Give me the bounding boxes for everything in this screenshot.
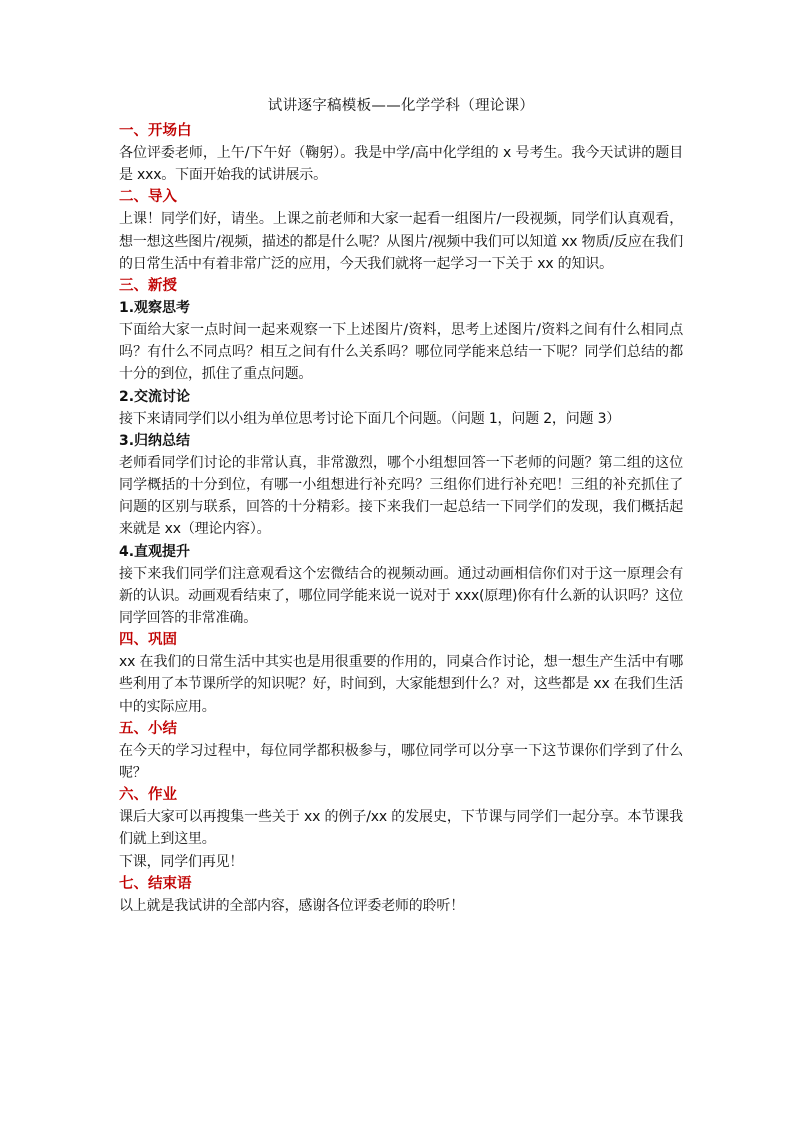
section-heading: 五、小结 xyxy=(119,720,177,737)
paragraph: 接下来我们同学们注意观看这个宏微结合的视频动画。通过动画相信你们对于这一原理会有新的认识。动画观看结束了，哪位同学能来说一说对于 xxx(原理)你有什么新的认识吗？这位同学回答的非常准确。 xyxy=(119,565,683,627)
sub-heading: 2.交流讨论 xyxy=(119,388,191,405)
paragraph: 下面给大家一点时间一起来观察一下上述图片/资料，思考上述图片/资料之间有什么相同点吗？有什么不同点吗？相互之间有什么关系吗？哪位同学能来总结一下呢？同学们总结的都十分的到位，抓住了重点问题。 xyxy=(119,322,683,383)
paragraph: 接下来请同学们以小组为单位思考讨论下面几个问题。（问题 1，问题 2，问题 3） xyxy=(119,410,621,427)
document-title: 试讲逐字稿模板——化学学科（理论课） xyxy=(267,98,535,114)
section-introduction xyxy=(119,186,683,275)
paragraph: xx 在我们的日常生活中其实也是用很重要的作用的，同桌合作讨论，想一想生产生活中有哪些利用了本节课所学的知识呢？好，时间到，大家能想到什么？对，这些都是 xx 在我们生活中的实际应用。 xyxy=(119,654,683,715)
section-heading: 一、开场白 xyxy=(119,123,192,139)
paragraph: 在今天的学习过程中，每位同学都积极参与，哪位同学可以分享一下这节课你们学到了什么呢？ xyxy=(119,742,683,782)
section-heading: 四、巩固 xyxy=(119,632,177,649)
section-heading: 二、导入 xyxy=(119,189,177,206)
document-page xyxy=(119,96,683,917)
paragraph: 老师看同学们讨论的非常认真，非常激烈，哪个小组想回答一下老师的问题？第二组的这位同学概括的十分到位，有哪一小组想进行补充吗？三组你们进行补充吧！三组的补充抓住了问题的区别与联系，回答的十分精彩。接下来我们一起总结一下同学们的发现，我们概括起来就是 xx（理论内容）。 xyxy=(119,454,683,538)
section-new-lesson xyxy=(119,275,683,629)
paragraph: 课后大家可以再搜集一些关于 xx 的例子/xx 的发展史，下节课与同学们一起分享。本节课我们就上到这里。 xyxy=(119,809,683,848)
section-heading: 六、作业 xyxy=(119,787,177,804)
section-closing xyxy=(119,873,683,917)
paragraph: 以上就是我试讲的全部内容，感谢各位评委老师的聆听！ xyxy=(119,897,464,914)
paragraph: 下课，同学们再见！ xyxy=(119,853,244,870)
section-heading: 三、新授 xyxy=(119,278,177,295)
sub-heading: 3.归纳总结 xyxy=(119,432,191,449)
section-heading: 七、结束语 xyxy=(119,875,192,892)
section-opening xyxy=(119,120,683,186)
paragraph: 上课！同学们好，请坐。上课之前老师和大家一起看一组图片/一段视频，同学们认真观看，想一想这些图片/视频，描述的都是什么呢？从图片/视频中我们可以知道 xx 物质/反应在我们的日常生活中有着非常广泛的应用，今天我们就将一起学习一下关于 xx 的知识。 xyxy=(119,211,683,272)
section-consolidation xyxy=(119,629,683,718)
sub-heading: 4.直观提升 xyxy=(119,543,191,560)
paragraph: 各位评委老师，上午/下午好（鞠躬）。我是中学/高中化学组的 x 号考生。我今天试讲的题目是 xxx。下面开始我的试讲展示。 xyxy=(119,145,683,184)
section-summary xyxy=(119,718,683,784)
sub-heading: 1.观察思考 xyxy=(119,300,191,317)
section-homework xyxy=(119,784,683,873)
